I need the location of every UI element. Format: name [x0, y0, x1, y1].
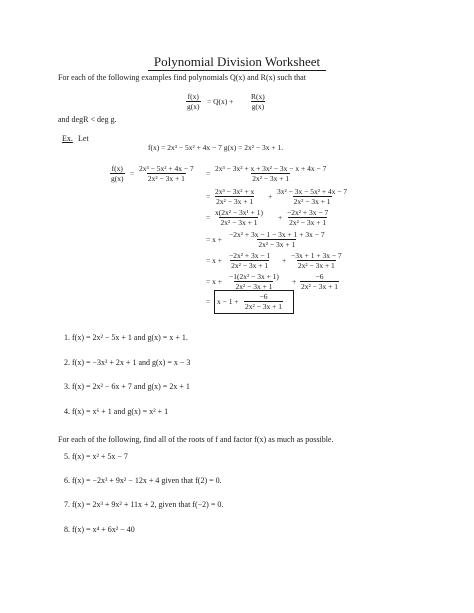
- step5-fraction-a: [228, 251, 271, 270]
- equals-sign: =: [206, 297, 211, 306]
- identity-left-num: f(x): [187, 92, 199, 101]
- plus-sign: +: [292, 277, 297, 286]
- step5-lead: = x +: [206, 256, 222, 265]
- step3-num-a: x(2x² − 3x¹ + 1): [215, 208, 263, 217]
- title-underline: [148, 70, 326, 71]
- step6-num-b: −6: [315, 272, 324, 281]
- condition-text: and degR < deg g.: [58, 115, 117, 124]
- identity-left-fraction: [186, 92, 201, 111]
- step3-num-b: −2x² + 3x − 7: [287, 208, 329, 217]
- identity-right-num: R(x): [251, 92, 265, 101]
- equals-sign: =: [206, 192, 211, 201]
- problem-3: 3. f(x) = 2x² − 6x + 7 and g(x) = 2x + 1: [64, 382, 190, 391]
- plus-sign: +: [278, 213, 283, 222]
- step2-num-b: 3x² − 3x − 5x² + 4x − 7: [277, 187, 348, 196]
- equals-sign: =: [130, 169, 135, 178]
- example-lhs-fraction: [110, 164, 125, 183]
- step2-den-b: 2x² − 3x + 1: [293, 197, 331, 206]
- step3-den-a: 2x² − 3x + 1: [220, 218, 258, 227]
- identity-right-fraction: [250, 92, 266, 111]
- example-lhs-num: f(x): [111, 164, 123, 173]
- example-given: f(x) = 2x³ − 5x² + 4x − 7 g(x) = 2x² − 3x + 1.: [148, 143, 284, 152]
- step6-num-a: −1(2x² − 3x + 1): [229, 272, 279, 281]
- section2-text: For each of the following, find all of the roots of f and factor f(x) as much as possible.: [58, 435, 334, 444]
- step6-den-b: 2x² − 3x + 1: [301, 282, 338, 291]
- problem-5: 5. f(x) = x² + 5x − 7: [64, 452, 128, 461]
- step1-den-a: 2x² − 3x + 1: [147, 174, 185, 183]
- step6-fraction-a: [228, 272, 280, 291]
- equals-sign: =: [206, 213, 211, 222]
- step1-num-b: 2x³ − 3x² + x + 3x² − 3x − x + 4x − 7: [215, 164, 327, 173]
- example-label: Ex.: [62, 134, 73, 143]
- step5-den-a: 2x² − 3x + 1: [231, 261, 269, 270]
- step1-num-a: 2x³ − 5x² + 4x − 7: [139, 164, 194, 173]
- plus-sign: +: [268, 192, 273, 201]
- plus-sign: +: [282, 256, 287, 265]
- problem-8: 8. f(x) = x⁴ + 6x² − 40: [64, 525, 135, 534]
- step2-fraction-b: [276, 187, 348, 206]
- step2-fraction-a: [214, 187, 255, 206]
- answer-fraction: [244, 292, 283, 311]
- problem-6: 6. f(x) = −2x³ + 9x² − 12x + 4 given that f(2) = 0.: [64, 476, 222, 485]
- step1-fraction-a: [138, 164, 195, 183]
- step4-den: 2x² − 3x + 1: [258, 240, 296, 249]
- answer-den: 2x² − 3x + 1: [245, 302, 282, 311]
- step4-fraction: [228, 230, 326, 249]
- intro-text: For each of the following examples find polynomials Q(x) and R(x) such that: [58, 73, 306, 82]
- step4-num: −2x² + 3x − 1 − 3x + 1 + 3x − 7: [229, 230, 325, 239]
- step3-fraction-b: [286, 208, 329, 227]
- step2-num-a: 2x³ − 3x² + x: [215, 187, 255, 196]
- step2-den-a: 2x² − 3x + 1: [216, 197, 254, 206]
- step5-fraction-b: [290, 251, 343, 270]
- step3-fraction-a: [214, 208, 264, 227]
- answer-lead: x − 1 +: [217, 297, 239, 306]
- page-title: Polynomial Division Worksheet: [153, 54, 321, 69]
- problem-1: 1. f(x) = 2x² − 5x + 1 and g(x) = x + 1.: [64, 333, 188, 342]
- step5-den-b: 2x² − 3x + 1: [297, 261, 335, 270]
- problem-7: 7. f(x) = 2x³ + 9x² + 11x + 2, given that f(−2) = 0.: [64, 500, 224, 509]
- step6-lead: = x +: [206, 277, 222, 286]
- step1-fraction-b: [214, 164, 327, 183]
- problem-4: 4. f(x) = x⁶ + 1 and g(x) = x² + 1: [64, 407, 169, 416]
- problem-2: 2. f(x) = −3x³ + 2x + 1 and g(x) = x − 3: [64, 358, 191, 367]
- step6-den-a: 2x² − 3x + 1: [235, 282, 273, 291]
- identity-right-den: g(x): [251, 102, 265, 111]
- step1-den-b: 2x² − 3x + 1: [252, 174, 290, 183]
- answer-num: −6: [259, 292, 268, 301]
- identity-middle: = Q(x) +: [207, 97, 234, 106]
- step3-den-b: 2x² − 3x + 1: [289, 218, 327, 227]
- equals-sign: =: [206, 169, 211, 178]
- example-lhs-den: g(x): [111, 174, 124, 183]
- step5-num-b: −3x + 1 + 3x − 7: [291, 251, 342, 260]
- identity-left-den: g(x): [187, 102, 200, 111]
- step6-fraction-b: [300, 272, 339, 291]
- step5-num-a: −2x² + 3x − 1: [229, 251, 271, 260]
- example-let: Let: [78, 134, 89, 143]
- step4-lead: = x +: [206, 235, 222, 244]
